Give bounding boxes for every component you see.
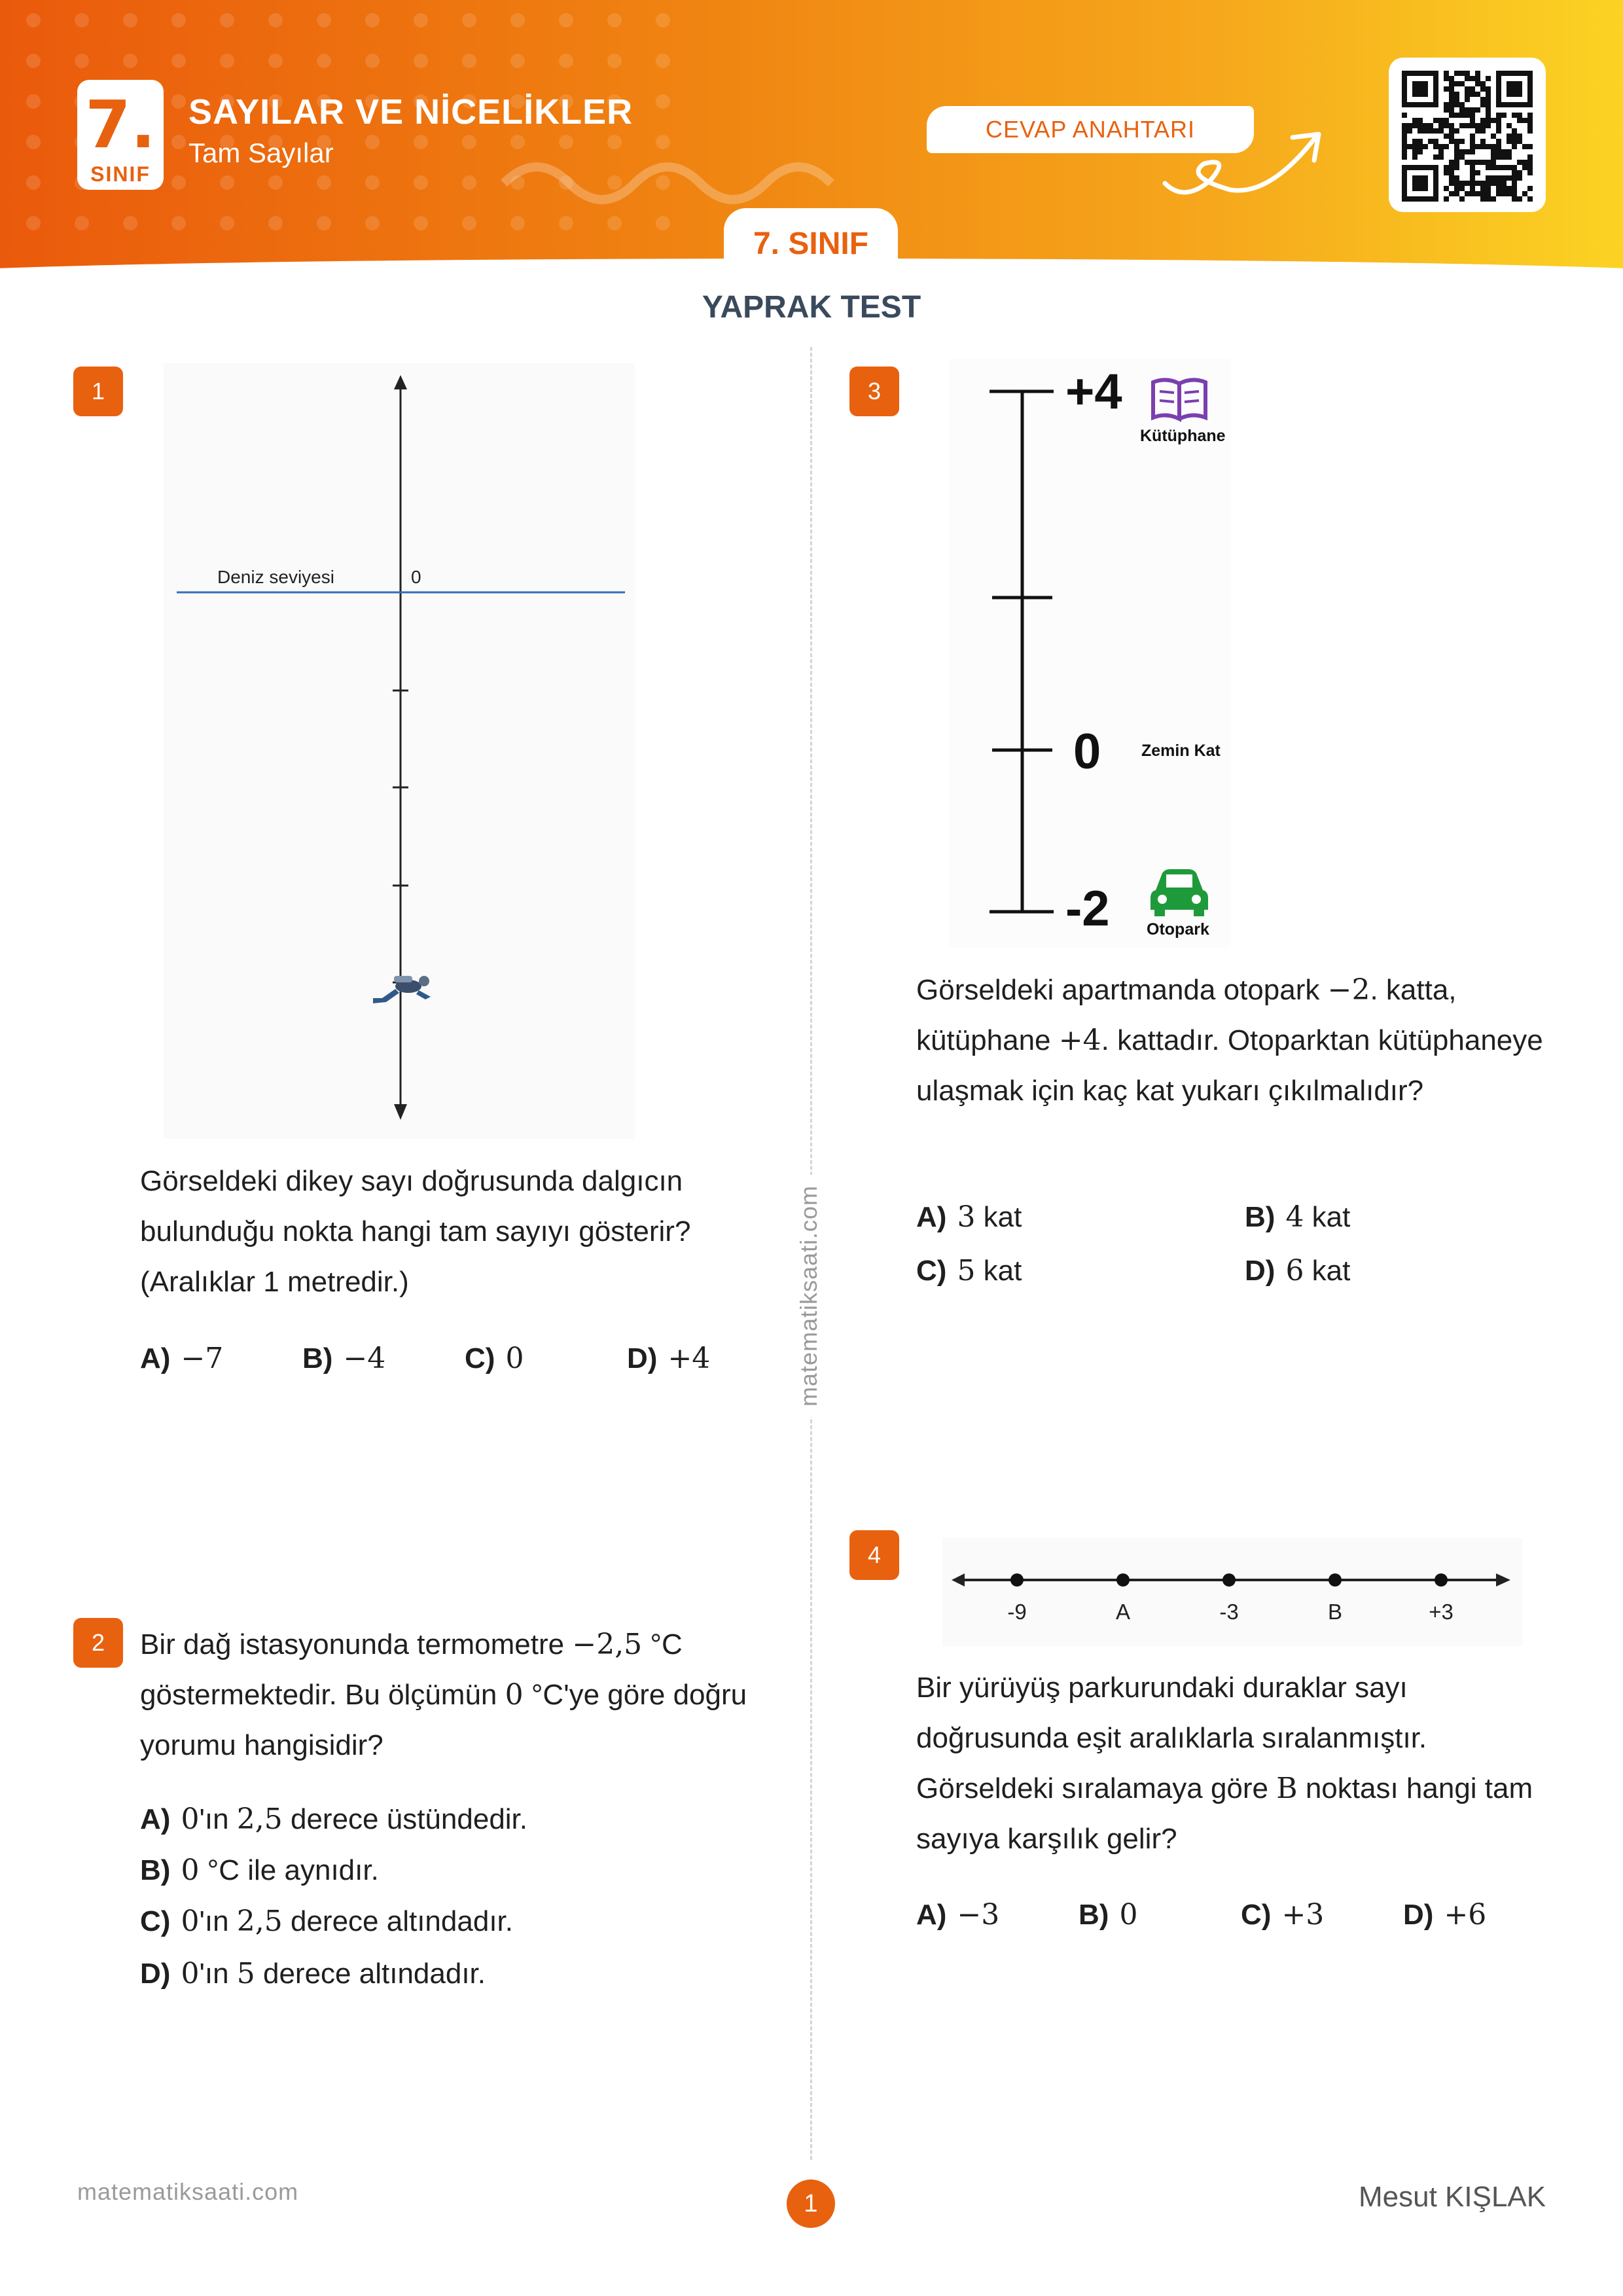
page-subtitle: Tam Sayılar xyxy=(188,137,334,168)
decor-dot xyxy=(171,94,186,109)
decor-dot xyxy=(268,13,283,27)
parking-label: Otopark xyxy=(1147,920,1209,939)
decor-dot xyxy=(414,13,428,27)
point-label: -3 xyxy=(1219,1600,1239,1624)
decor-dot xyxy=(414,135,428,149)
question-number-1: 1 xyxy=(73,367,123,416)
decor-dot xyxy=(462,175,476,190)
grade-badge xyxy=(77,80,164,190)
decor-dot xyxy=(559,216,573,230)
decor-dot xyxy=(365,175,380,190)
q3-option-d[interactable]: D) 6 kat xyxy=(1245,1254,1351,1287)
decor-dot xyxy=(365,54,380,68)
point-3 xyxy=(1222,1573,1236,1587)
q4-option-c[interactable]: C) +3 xyxy=(1241,1898,1325,1931)
decor-dot xyxy=(171,216,186,230)
decor-dot xyxy=(220,54,234,68)
decor-dot xyxy=(268,175,283,190)
floor-bottom-value: -2 xyxy=(1065,881,1110,937)
point-a xyxy=(1116,1573,1130,1587)
answer-key-button[interactable]: CEVAP ANAHTARI xyxy=(927,106,1254,153)
diver-number-line-figure xyxy=(164,363,635,1139)
decor-dot xyxy=(317,216,331,230)
point-label: +3 xyxy=(1429,1600,1454,1624)
point-5 xyxy=(1435,1573,1448,1587)
decor-dot xyxy=(220,175,234,190)
decor-dot xyxy=(462,54,476,68)
decor-dot xyxy=(656,216,670,230)
grade-number: 7. xyxy=(85,86,156,163)
decor-dot xyxy=(317,175,331,190)
decor-dot xyxy=(171,135,186,149)
decor-dot xyxy=(656,54,670,68)
building-floors-figure xyxy=(949,359,1230,948)
q3-option-a[interactable]: A) 3 kat xyxy=(916,1200,1022,1234)
grade-label: SINIF xyxy=(90,162,151,186)
library-label: Kütüphane xyxy=(1140,427,1226,445)
question-number-4: 4 xyxy=(849,1530,899,1580)
q2-option-a[interactable]: A) 0'ın 2,5 derece üstündedir. xyxy=(140,1803,528,1836)
question-4-text: Bir yürüyüş parkurundaki duraklar sayı doğrusunda eşit aralıklarla sıralanmıştır. Görseldeki sıralamaya göre B noktası hangi tam sayıya karşılık gelir? xyxy=(916,1672,1533,1855)
decor-dot xyxy=(414,175,428,190)
decor-dot xyxy=(171,13,186,27)
qr-code-icon xyxy=(1389,58,1546,212)
decor-dot xyxy=(414,54,428,68)
decor-dot xyxy=(607,54,622,68)
decor-dot xyxy=(26,54,41,68)
q3-option-c[interactable]: C) 5 kat xyxy=(916,1254,1022,1287)
q1-option-a[interactable]: A) −7 xyxy=(140,1342,224,1375)
q1-option-b[interactable]: B) −4 xyxy=(302,1342,386,1375)
decor-dot xyxy=(75,216,89,230)
q4-option-b[interactable]: B) 0 xyxy=(1079,1898,1138,1931)
decor-dot xyxy=(656,13,670,27)
zero-label: 0 xyxy=(411,567,421,587)
decor-dot xyxy=(171,175,186,190)
page-number: 1 xyxy=(787,2179,835,2228)
decor-dot xyxy=(220,13,234,27)
q3-option-b[interactable]: B) 4 kat xyxy=(1245,1200,1351,1234)
page-title: SAYILAR VE NİCELİKLER xyxy=(188,92,633,132)
decor-dot xyxy=(26,94,41,109)
decor-dot xyxy=(268,216,283,230)
q1-option-d[interactable]: D) +4 xyxy=(627,1342,711,1375)
q1-option-c[interactable]: C) 0 xyxy=(465,1342,524,1375)
point-label: -9 xyxy=(1007,1600,1027,1624)
decor-dot xyxy=(26,135,41,149)
decor-dot xyxy=(414,216,428,230)
decor-dot xyxy=(462,135,476,149)
q2-option-b[interactable]: B) 0 °C ile aynıdır. xyxy=(140,1854,379,1887)
decor-dot xyxy=(171,54,186,68)
decor-dot xyxy=(26,216,41,230)
decor-dot xyxy=(317,13,331,27)
floor-middle-value: 0 xyxy=(1073,724,1101,780)
decor-dot xyxy=(559,54,573,68)
decor-dot xyxy=(123,216,137,230)
decor-dot xyxy=(75,54,89,68)
decor-dot xyxy=(365,216,380,230)
side-watermark: matematiksaati.com xyxy=(795,1175,823,1417)
decor-dot xyxy=(26,13,41,27)
point-b xyxy=(1329,1573,1342,1587)
hiking-number-line-figure xyxy=(942,1538,1522,1646)
point-label: B xyxy=(1327,1600,1343,1624)
arrow-icon xyxy=(1158,118,1355,203)
decor-dot xyxy=(607,13,622,27)
decor-dot xyxy=(26,175,41,190)
sea-level-label: Deniz seviyesi xyxy=(217,567,334,587)
question-number-2: 2 xyxy=(73,1618,123,1668)
decor-dot xyxy=(510,54,525,68)
decor-dot xyxy=(559,13,573,27)
footer-author: Mesut KIŞLAK xyxy=(1359,2181,1546,2213)
decor-dot xyxy=(268,54,283,68)
question-number-3: 3 xyxy=(849,367,899,416)
q4-option-d[interactable]: D) +6 xyxy=(1403,1898,1487,1931)
decor-dot xyxy=(510,216,525,230)
q4-option-a[interactable]: A) −3 xyxy=(916,1898,1000,1931)
grade-tab: 7. SINIF xyxy=(724,208,898,268)
ground-floor-label: Zemin Kat xyxy=(1141,742,1221,760)
floor-top-value: +4 xyxy=(1065,364,1122,420)
decor-dot xyxy=(123,13,137,27)
qr-code[interactable] xyxy=(1389,58,1546,212)
wave-decoration xyxy=(497,144,838,216)
decor-dot xyxy=(510,13,525,27)
decor-dot xyxy=(656,94,670,109)
decor-dot xyxy=(317,54,331,68)
sheet-title: YAPRAK TEST xyxy=(702,290,921,325)
decor-dot xyxy=(123,54,137,68)
decor-dot xyxy=(462,216,476,230)
q2-option-c[interactable]: C) 0'ın 2,5 derece altındadır. xyxy=(140,1905,513,1938)
decor-dot xyxy=(75,13,89,27)
decor-dot xyxy=(220,216,234,230)
decor-dot xyxy=(365,13,380,27)
decor-dot xyxy=(607,216,622,230)
footer-site[interactable]: matematiksaati.com xyxy=(77,2178,299,2205)
question-3-text: Görseldeki apartmanda otopark −2. katta, kütüphane +4. kattadır. Otoparktan kütüphaneye ulaşmak için kaç kat yukarı çıkılmalıdır? xyxy=(916,973,1543,1107)
decor-dot xyxy=(462,13,476,27)
question-2-text: Bir dağ istasyonunda termometre −2,5 °C göstermektedir. Bu ölçümün 0 °C'ye göre doğru yorumu hangisidir? xyxy=(140,1628,747,1761)
question-1-text: Görseldeki dikey sayı doğrusunda dalgıcın bulunduğu nokta hangi tam sayıyı gösterir? (Aralıklar 1 metredir.) xyxy=(140,1165,691,1298)
point-1 xyxy=(1010,1573,1024,1587)
point-label: A xyxy=(1115,1600,1131,1624)
q2-option-d[interactable]: D) 0'ın 5 derece altındadır. xyxy=(140,1957,486,1990)
decor-dot xyxy=(365,135,380,149)
